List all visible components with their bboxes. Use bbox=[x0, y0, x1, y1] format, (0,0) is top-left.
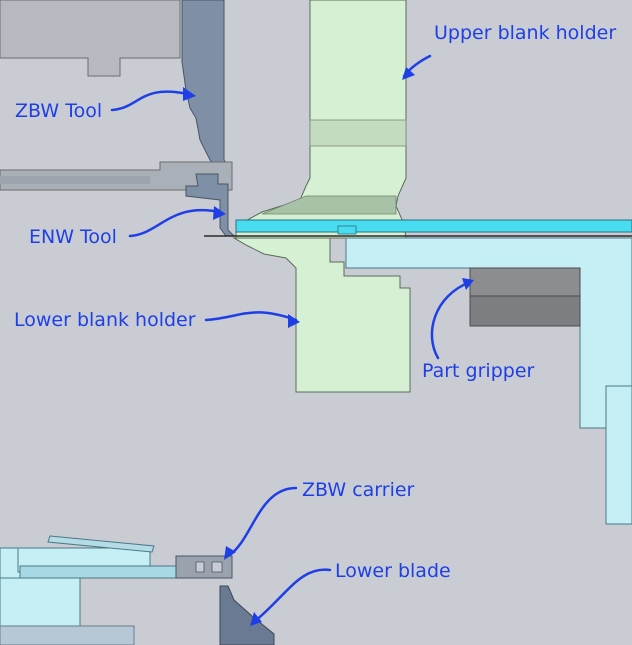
annotation-arrows bbox=[112, 56, 470, 622]
arrow-zbw-tool bbox=[112, 92, 188, 110]
lower-blade bbox=[220, 586, 274, 645]
arrow-zbw-carrier bbox=[228, 488, 296, 556]
upper-frame-block bbox=[0, 0, 180, 76]
zbw-tool bbox=[182, 0, 230, 172]
arrow-part-gripper bbox=[432, 282, 470, 358]
label-upper-blank-holder: Upper blank holder bbox=[434, 22, 617, 44]
label-lower-blank-holder: Lower blank holder bbox=[14, 309, 196, 331]
zbw-carrier bbox=[176, 556, 232, 578]
label-part-gripper: Part gripper bbox=[422, 360, 535, 382]
label-lower-blade: Lower blade bbox=[335, 560, 451, 582]
arrow-lower-blank-holder bbox=[206, 312, 296, 320]
upper-blank-holder bbox=[236, 0, 406, 238]
arrow-enw-tool bbox=[130, 210, 220, 236]
lower-left-assembly bbox=[0, 536, 176, 645]
label-enw-tool: ENW Tool bbox=[29, 226, 117, 248]
label-zbw-carrier: ZBW carrier bbox=[302, 479, 415, 501]
label-zbw-tool: ZBW Tool bbox=[15, 100, 103, 122]
arrow-lower-blade bbox=[254, 570, 330, 622]
